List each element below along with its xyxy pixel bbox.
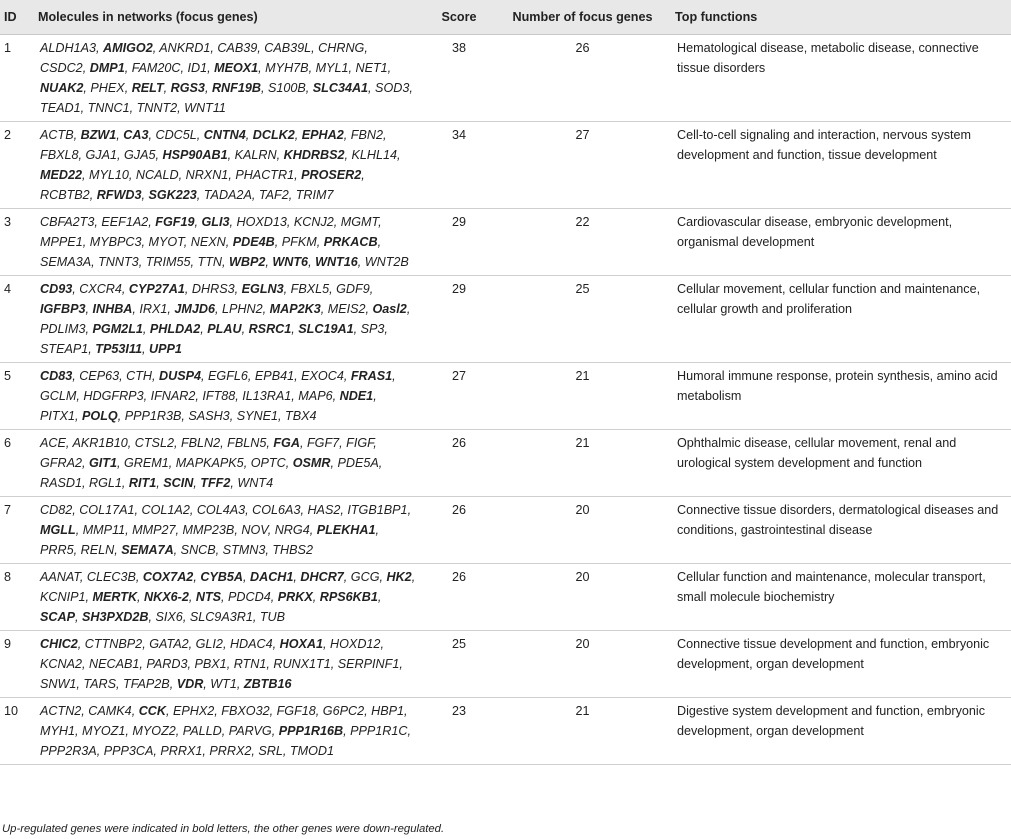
gene-down-regulated: HOXD13 bbox=[236, 215, 287, 229]
table-row bbox=[0, 122, 1011, 209]
gene-up-regulated: FGF19 bbox=[155, 215, 195, 229]
gene-down-regulated: SASH3 bbox=[188, 409, 230, 423]
focus-genes-count-cell: 27 bbox=[494, 122, 671, 209]
gene-down-regulated: CEP63 bbox=[79, 369, 120, 383]
gene-down-regulated: EPHX2 bbox=[172, 704, 215, 718]
gene-down-regulated: NOV bbox=[241, 523, 268, 537]
gene-down-regulated: CHRNG bbox=[318, 41, 365, 55]
gene-down-regulated: COL17A1 bbox=[79, 503, 135, 517]
score-cell: 25 bbox=[430, 631, 494, 698]
header-top-functions: Top functions bbox=[671, 0, 1011, 35]
gene-down-regulated: RASD1 bbox=[40, 476, 82, 490]
focus-genes-count-cell: 26 bbox=[494, 35, 671, 122]
gene-up-regulated: PHLDA2 bbox=[149, 322, 201, 336]
gene-down-regulated: THBS2 bbox=[272, 543, 313, 557]
gene-up-regulated: PPP1R16B bbox=[278, 724, 344, 738]
gene-up-regulated: EGLN3 bbox=[241, 282, 284, 296]
gene-up-regulated: RNF19B bbox=[211, 81, 261, 95]
gene-down-regulated: CBFA2T3 bbox=[40, 215, 95, 229]
gene-up-regulated: CCK bbox=[138, 704, 166, 718]
gene-up-regulated: FRAS1 bbox=[350, 369, 393, 383]
gene-up-regulated: DHCR7 bbox=[300, 570, 344, 584]
gene-down-regulated: COL4A3 bbox=[196, 503, 246, 517]
table-row bbox=[0, 631, 1011, 698]
gene-down-regulated: TNNT3 bbox=[98, 255, 139, 269]
gene-down-regulated: MMP11 bbox=[82, 523, 126, 537]
gene-down-regulated: TUB bbox=[259, 610, 286, 624]
gene-down-regulated: SNCB bbox=[180, 543, 216, 557]
gene-down-regulated: PITX1 bbox=[40, 409, 75, 423]
row-id: 7 bbox=[0, 497, 34, 564]
focus-genes-count-cell: 20 bbox=[494, 497, 671, 564]
gene-down-regulated: OPTC bbox=[250, 456, 286, 470]
gene-down-regulated: GATA2 bbox=[149, 637, 189, 651]
table-footnote: Up-regulated genes were indicated in bold letters, the other genes were down-regulated. bbox=[2, 823, 445, 835]
table-row bbox=[0, 209, 1011, 276]
top-functions-cell: Digestive system development and function, embryonic development, organ development bbox=[671, 698, 1011, 765]
gene-down-regulated: FBXO32 bbox=[221, 704, 270, 718]
gene-up-regulated: GIT1 bbox=[89, 456, 117, 470]
gene-down-regulated: PARD3 bbox=[146, 657, 188, 671]
top-functions-cell: Connective tissue development and function, embryonic development, organ development bbox=[671, 631, 1011, 698]
gene-down-regulated: FBN2 bbox=[350, 128, 383, 142]
gene-up-regulated: INHBA bbox=[92, 302, 133, 316]
gene-down-regulated: CAB39 bbox=[217, 41, 258, 55]
gene-down-regulated: TRIM55 bbox=[145, 255, 191, 269]
gene-up-regulated: CYB5A bbox=[200, 570, 244, 584]
gene-down-regulated: KCNJ2 bbox=[293, 215, 334, 229]
molecules-cell: ACTB, BZW1, CA3, CDC5L, CNTN4, DCLK2, EPHA2, FBN2, FBXL8, GJA1, GJA5, HSP90AB1, KALRN, KHDRBS2, KLHL14, MED22, MYL10, NCALD, NRXN1, PHACTR1, PROSER2, RCBTB2, RFWD3, SGK223, TADA2A, TAF2, TRIM7 bbox=[34, 122, 430, 209]
gene-down-regulated: LPHN2 bbox=[222, 302, 263, 316]
gene-down-regulated: PPP3CA bbox=[103, 744, 154, 758]
gene-down-regulated: CSDC2 bbox=[40, 61, 83, 75]
molecules-cell: CD83, CEP63, CTH, DUSP4, EGFL6, EPB41, EXOC4, FRAS1, GCLM, HDGFRP3, IFNAR2, IFT88, IL13RA1, MAP6, NDE1, PITX1, POLQ, PPP1R3B, SASH3, SYNE1, TBX4 bbox=[34, 363, 430, 430]
top-functions-cell: Cardiovascular disease, embryonic development, organismal development bbox=[671, 209, 1011, 276]
gene-down-regulated: PHEX bbox=[90, 81, 125, 95]
gene-up-regulated: RIT1 bbox=[128, 476, 157, 490]
gene-down-regulated: STMN3 bbox=[222, 543, 266, 557]
gene-up-regulated: SEMA7A bbox=[121, 543, 174, 557]
gene-down-regulated: ACTB bbox=[40, 128, 74, 142]
header-id: ID bbox=[0, 0, 34, 35]
row-id: 3 bbox=[0, 209, 34, 276]
focus-genes-count-cell: 21 bbox=[494, 363, 671, 430]
gene-down-regulated: ACTN2 bbox=[40, 704, 82, 718]
gene-down-regulated: TTN bbox=[197, 255, 222, 269]
gene-up-regulated: POLQ bbox=[82, 409, 118, 423]
gene-down-regulated: PARVG bbox=[228, 724, 272, 738]
gene-up-regulated: NUAK2 bbox=[40, 81, 84, 95]
gene-down-regulated: AKR1B10 bbox=[72, 436, 128, 450]
gene-down-regulated: PBX1 bbox=[194, 657, 227, 671]
gene-up-regulated: SLC34A1 bbox=[312, 81, 369, 95]
gene-down-regulated: SEMA3A bbox=[40, 255, 92, 269]
gene-up-regulated: PRKACB bbox=[323, 235, 378, 249]
gene-down-regulated: TADA2A bbox=[203, 188, 252, 202]
gene-up-regulated: MERTK bbox=[92, 590, 138, 604]
score-cell: 26 bbox=[430, 430, 494, 497]
gene-down-regulated: WNT2B bbox=[364, 255, 409, 269]
gene-down-regulated: SLC9A3R1 bbox=[189, 610, 253, 624]
gene-up-regulated: PROSER2 bbox=[301, 168, 362, 182]
header-number-of-focus-genes: Number of focus genes bbox=[494, 0, 671, 35]
gene-up-regulated: NDE1 bbox=[339, 389, 374, 403]
score-cell: 38 bbox=[430, 35, 494, 122]
focus-genes-count-cell: 21 bbox=[494, 430, 671, 497]
score-cell: 23 bbox=[430, 698, 494, 765]
header-molecules: Molecules in networks (focus genes) bbox=[34, 0, 430, 35]
row-id: 10 bbox=[0, 698, 34, 765]
gene-down-regulated: EXOC4 bbox=[301, 369, 344, 383]
gene-down-regulated: TNNT2 bbox=[136, 101, 178, 115]
gene-down-regulated: SERPINF1 bbox=[337, 657, 400, 671]
gene-down-regulated: CAMK4 bbox=[88, 704, 132, 718]
gene-down-regulated: IFT88 bbox=[202, 389, 236, 403]
gene-down-regulated: GLI2 bbox=[195, 637, 223, 651]
gene-down-regulated: TAF2 bbox=[258, 188, 289, 202]
score-cell: 26 bbox=[430, 564, 494, 631]
gene-down-regulated: IRX1 bbox=[139, 302, 168, 316]
row-id: 9 bbox=[0, 631, 34, 698]
gene-down-regulated: STEAP1 bbox=[40, 342, 89, 356]
gene-up-regulated: RPS6KB1 bbox=[319, 590, 378, 604]
gene-up-regulated: MEOX1 bbox=[214, 61, 259, 75]
row-id: 8 bbox=[0, 564, 34, 631]
gene-down-regulated: CTSL2 bbox=[134, 436, 174, 450]
gene-down-regulated: RELN bbox=[80, 543, 115, 557]
gene-down-regulated: GREM1 bbox=[124, 456, 169, 470]
gene-down-regulated: MYL10 bbox=[89, 168, 129, 182]
focus-genes-count-cell: 20 bbox=[494, 631, 671, 698]
gene-down-regulated: MMP23B bbox=[182, 523, 235, 537]
gene-up-regulated: RELT bbox=[131, 81, 164, 95]
table-body bbox=[0, 35, 1011, 765]
focus-genes-count-cell: 20 bbox=[494, 564, 671, 631]
gene-down-regulated: FAM20C bbox=[131, 61, 181, 75]
gene-down-regulated: MAP6 bbox=[298, 389, 333, 403]
gene-up-regulated: NTS bbox=[195, 590, 222, 604]
gene-down-regulated: KCNA2 bbox=[40, 657, 82, 671]
gene-down-regulated: MYL1 bbox=[315, 61, 349, 75]
gene-up-regulated: SGK223 bbox=[148, 188, 197, 202]
gene-down-regulated: TARS bbox=[83, 677, 117, 691]
gene-up-regulated: TFF2 bbox=[200, 476, 231, 490]
gene-up-regulated: DACH1 bbox=[250, 570, 294, 584]
gene-up-regulated: CHIC2 bbox=[40, 637, 78, 651]
focus-genes-count-cell: 25 bbox=[494, 276, 671, 363]
gene-down-regulated: KCNIP1 bbox=[40, 590, 86, 604]
gene-up-regulated: HOXA1 bbox=[279, 637, 324, 651]
gene-up-regulated: WBP2 bbox=[228, 255, 266, 269]
gene-down-regulated: NECAB1 bbox=[89, 657, 140, 671]
gene-up-regulated: CA3 bbox=[123, 128, 149, 142]
score-cell: 29 bbox=[430, 276, 494, 363]
row-id: 5 bbox=[0, 363, 34, 430]
gene-down-regulated: ACE bbox=[40, 436, 66, 450]
gene-down-regulated: SRL bbox=[258, 744, 283, 758]
molecules-cell: CD93, CXCR4, CYP27A1, DHRS3, EGLN3, FBXL5, GDF9, IGFBP3, INHBA, IRX1, JMJD6, LPHN2, MAP2K3, MEIS2, Oasl2, PDLIM3, PGM2L1, PHLDA2, PLAU, RSRC1, SLC19A1, SP3, STEAP1, TP53I11, UPP1 bbox=[34, 276, 430, 363]
gene-down-regulated: PRRX2 bbox=[209, 744, 252, 758]
score-cell: 29 bbox=[430, 209, 494, 276]
top-functions-cell: Cellular function and maintenance, molecular transport, small molecule biochemistry bbox=[671, 564, 1011, 631]
gene-down-regulated: CAB39L bbox=[264, 41, 312, 55]
gene-up-regulated: BZW1 bbox=[80, 128, 117, 142]
gene-down-regulated: TRIM7 bbox=[295, 188, 334, 202]
gene-down-regulated: COL1A2 bbox=[141, 503, 190, 517]
top-functions-cell: Humoral immune response, protein synthesis, amino acid metabolism bbox=[671, 363, 1011, 430]
gene-down-regulated: SIX6 bbox=[155, 610, 183, 624]
table-row bbox=[0, 564, 1011, 631]
table-row bbox=[0, 430, 1011, 497]
gene-up-regulated: CNTN4 bbox=[203, 128, 246, 142]
gene-down-regulated: KALRN bbox=[234, 148, 277, 162]
gene-up-regulated: JMJD6 bbox=[174, 302, 215, 316]
gene-down-regulated: MYH1 bbox=[40, 724, 75, 738]
row-id: 4 bbox=[0, 276, 34, 363]
molecules-cell: ACTN2, CAMK4, CCK, EPHX2, FBXO32, FGF18, G6PC2, HBP1, MYH1, MYOZ1, MYOZ2, PALLD, PARVG, PPP1R16B, PPP1R1C, PPP2R3A, PPP3CA, PRRX1, PRRX2, SRL, TMOD1 bbox=[34, 698, 430, 765]
top-functions-cell: Cell-to-cell signaling and interaction, nervous system development and function, tissue development bbox=[671, 122, 1011, 209]
gene-down-regulated: TFAP2B bbox=[123, 677, 170, 691]
gene-down-regulated: FBXL8 bbox=[40, 148, 79, 162]
gene-down-regulated: GCLM bbox=[40, 389, 77, 403]
gene-up-regulated: TP53I11 bbox=[95, 342, 142, 356]
gene-down-regulated: GDF9 bbox=[336, 282, 370, 296]
score-cell: 26 bbox=[430, 497, 494, 564]
gene-up-regulated: PRKX bbox=[277, 590, 313, 604]
gene-down-regulated: FBXL5 bbox=[290, 282, 330, 296]
gene-down-regulated: RUNX1T1 bbox=[273, 657, 331, 671]
gene-up-regulated: RGS3 bbox=[170, 81, 205, 95]
gene-up-regulated: VDR bbox=[176, 677, 204, 691]
gene-down-regulated: PPP2R3A bbox=[40, 744, 97, 758]
table-row bbox=[0, 698, 1011, 765]
gene-down-regulated: SYNE1 bbox=[236, 409, 279, 423]
gene-down-regulated: TMOD1 bbox=[289, 744, 334, 758]
gene-down-regulated: PRRX1 bbox=[160, 744, 203, 758]
gene-down-regulated: MYOZ1 bbox=[82, 724, 126, 738]
top-functions-cell: Hematological disease, metabolic disease, connective tissue disorders bbox=[671, 35, 1011, 122]
gene-down-regulated: PFKM bbox=[281, 235, 317, 249]
gene-up-regulated: DMP1 bbox=[89, 61, 125, 75]
gene-down-regulated: GFRA2 bbox=[40, 456, 82, 470]
gene-down-regulated: FIGF bbox=[346, 436, 374, 450]
gene-down-regulated: RTN1 bbox=[233, 657, 267, 671]
gene-down-regulated: CTTNBP2 bbox=[84, 637, 143, 651]
gene-down-regulated: AANAT bbox=[40, 570, 80, 584]
gene-up-regulated: Oasl2 bbox=[372, 302, 407, 316]
gene-down-regulated: CXCR4 bbox=[79, 282, 122, 296]
gene-down-regulated: MYBPC3 bbox=[89, 235, 142, 249]
gene-up-regulated: DCLK2 bbox=[252, 128, 295, 142]
gene-up-regulated: HSP90AB1 bbox=[162, 148, 228, 162]
gene-down-regulated: NRG4 bbox=[274, 523, 310, 537]
table-header bbox=[0, 0, 1011, 35]
gene-down-regulated: PPP1R1C bbox=[350, 724, 408, 738]
gene-down-regulated: CLEC3B bbox=[86, 570, 136, 584]
molecules-cell: AANAT, CLEC3B, COX7A2, CYB5A, DACH1, DHCR7, GCG, HK2, KCNIP1, MERTK, NKX6-2, NTS, PDCD4, PRKX, RPS6KB1, SCAP, SH3PXD2B, SIX6, SLC9A3R1, TUB bbox=[34, 564, 430, 631]
gene-down-regulated: TNNC1 bbox=[87, 101, 130, 115]
gene-up-regulated: AMIGO2 bbox=[103, 41, 153, 55]
row-id: 6 bbox=[0, 430, 34, 497]
gene-down-regulated: FBLN2 bbox=[180, 436, 221, 450]
gene-up-regulated: COX7A2 bbox=[142, 570, 194, 584]
table-row bbox=[0, 363, 1011, 430]
gene-down-regulated: HAS2 bbox=[307, 503, 341, 517]
gene-up-regulated: KHDRBS2 bbox=[283, 148, 345, 162]
gene-down-regulated: FGF7 bbox=[306, 436, 340, 450]
gene-down-regulated: DHRS3 bbox=[191, 282, 235, 296]
gene-up-regulated: OSMR bbox=[292, 456, 331, 470]
gene-down-regulated: GCG bbox=[350, 570, 380, 584]
gene-up-regulated: PDE4B bbox=[232, 235, 275, 249]
gene-down-regulated: CDC5L bbox=[155, 128, 197, 142]
gene-down-regulated: ALDH1A3 bbox=[40, 41, 97, 55]
gene-up-regulated: FGA bbox=[273, 436, 300, 450]
gene-down-regulated: FBLN5 bbox=[227, 436, 267, 450]
gene-down-regulated: KLHL14 bbox=[351, 148, 398, 162]
gene-down-regulated: PHACTR1 bbox=[235, 168, 295, 182]
gene-up-regulated: CD83 bbox=[40, 369, 73, 383]
molecules-cell: CHIC2, CTTNBP2, GATA2, GLI2, HDAC4, HOXA1, HOXD12, KCNA2, NECAB1, PARD3, PBX1, RTN1, RUNX1T1, SERPINF1, SNW1, TARS, TFAP2B, VDR, WT1, ZBTB16 bbox=[34, 631, 430, 698]
gene-down-regulated: HDAC4 bbox=[229, 637, 273, 651]
gene-down-regulated: PDLIM3 bbox=[40, 322, 86, 336]
row-id: 1 bbox=[0, 35, 34, 122]
gene-down-regulated: TEAD1 bbox=[40, 101, 81, 115]
focus-genes-count-cell: 22 bbox=[494, 209, 671, 276]
gene-up-regulated: WNT6 bbox=[272, 255, 309, 269]
gene-down-regulated: WNT4 bbox=[237, 476, 274, 490]
gene-down-regulated: NET1 bbox=[355, 61, 388, 75]
score-cell: 34 bbox=[430, 122, 494, 209]
gene-up-regulated: GLI3 bbox=[201, 215, 230, 229]
gene-down-regulated: GJA5 bbox=[124, 148, 156, 162]
gene-down-regulated: CD82 bbox=[40, 503, 73, 517]
gene-down-regulated: FGF18 bbox=[276, 704, 316, 718]
gene-down-regulated: EGFL6 bbox=[208, 369, 248, 383]
gene-up-regulated: MGLL bbox=[40, 523, 76, 537]
gene-down-regulated: GJA1 bbox=[85, 148, 118, 162]
score-cell: 27 bbox=[430, 363, 494, 430]
gene-up-regulated: DUSP4 bbox=[159, 369, 201, 383]
focus-genes-count-cell: 21 bbox=[494, 698, 671, 765]
gene-down-regulated: SP3 bbox=[360, 322, 385, 336]
gene-down-regulated: PDE5A bbox=[337, 456, 379, 470]
gene-down-regulated: HBP1 bbox=[371, 704, 405, 718]
gene-up-regulated: HK2 bbox=[386, 570, 412, 584]
gene-up-regulated: NKX6-2 bbox=[144, 590, 189, 604]
gene-down-regulated: SNW1 bbox=[40, 677, 77, 691]
gene-up-regulated: SH3PXD2B bbox=[82, 610, 149, 624]
top-functions-cell: Connective tissue disorders, dermatological diseases and conditions, gastrointestinal disease bbox=[671, 497, 1011, 564]
gene-down-regulated: S100B bbox=[267, 81, 306, 95]
gene-down-regulated: IL13RA1 bbox=[242, 389, 292, 403]
gene-down-regulated: PPP1R3B bbox=[124, 409, 182, 423]
gene-down-regulated: HDGFRP3 bbox=[83, 389, 144, 403]
gene-up-regulated: WNT16 bbox=[315, 255, 358, 269]
gene-up-regulated: SCAP bbox=[40, 610, 75, 624]
gene-down-regulated: WNT11 bbox=[184, 101, 226, 115]
gene-down-regulated: MEIS2 bbox=[327, 302, 366, 316]
molecules-cell: ALDH1A3, AMIGO2, ANKRD1, CAB39, CAB39L, CHRNG, CSDC2, DMP1, FAM20C, ID1, MEOX1, MYH7B, MYL1, NET1, NUAK2, PHEX, RELT, RGS3, RNF19B, S100B, SLC34A1, SOD3, TEAD1, TNNC1, TNNT2, WNT11 bbox=[34, 35, 430, 122]
gene-up-regulated: MAP2K3 bbox=[269, 302, 321, 316]
gene-down-regulated: ITGB1BP1 bbox=[347, 503, 408, 517]
gene-up-regulated: RFWD3 bbox=[96, 188, 142, 202]
gene-up-regulated: SLC19A1 bbox=[298, 322, 354, 336]
header-row bbox=[0, 0, 1011, 35]
gene-down-regulated: ANKRD1 bbox=[159, 41, 211, 55]
gene-down-regulated: MMP27 bbox=[132, 523, 176, 537]
gene-down-regulated: PDCD4 bbox=[228, 590, 271, 604]
gene-down-regulated: MYH7B bbox=[265, 61, 309, 75]
gene-down-regulated: EPB41 bbox=[254, 369, 295, 383]
molecules-cell: CBFA2T3, EEF1A2, FGF19, GLI3, HOXD13, KCNJ2, MGMT, MPPE1, MYBPC3, MYOT, NEXN, PDE4B, PFKM, PRKACB, SEMA3A, TNNT3, TRIM55, TTN, WBP2, WNT6, WNT16, WNT2B bbox=[34, 209, 430, 276]
gene-down-regulated: MYOT bbox=[148, 235, 184, 249]
gene-down-regulated: HOXD12 bbox=[330, 637, 381, 651]
row-id: 2 bbox=[0, 122, 34, 209]
gene-up-regulated: UPP1 bbox=[148, 342, 182, 356]
gene-up-regulated: PGM2L1 bbox=[92, 322, 143, 336]
gene-down-regulated: RGL1 bbox=[89, 476, 122, 490]
gene-up-regulated: MED22 bbox=[40, 168, 82, 182]
gene-down-regulated: SOD3 bbox=[375, 81, 410, 95]
gene-up-regulated: CYP27A1 bbox=[128, 282, 185, 296]
gene-down-regulated: NEXN bbox=[190, 235, 226, 249]
gene-up-regulated: PLEKHA1 bbox=[316, 523, 376, 537]
gene-down-regulated: MAPKAPK5 bbox=[175, 456, 244, 470]
gene-down-regulated: G6PC2 bbox=[322, 704, 365, 718]
gene-down-regulated: PRR5 bbox=[40, 543, 74, 557]
gene-up-regulated: ZBTB16 bbox=[243, 677, 292, 691]
gene-down-regulated: WT1 bbox=[210, 677, 237, 691]
gene-up-regulated: RSRC1 bbox=[248, 322, 292, 336]
gene-up-regulated: SCIN bbox=[163, 476, 194, 490]
gene-down-regulated: MGMT bbox=[340, 215, 379, 229]
gene-down-regulated: RCBTB2 bbox=[40, 188, 90, 202]
gene-down-regulated: MYOZ2 bbox=[132, 724, 176, 738]
gene-down-regulated: ID1 bbox=[187, 61, 208, 75]
gene-down-regulated: NRXN1 bbox=[185, 168, 229, 182]
gene-up-regulated: IGFBP3 bbox=[40, 302, 86, 316]
gene-up-regulated: CD93 bbox=[40, 282, 73, 296]
gene-down-regulated: IFNAR2 bbox=[150, 389, 196, 403]
molecules-cell: CD82, COL17A1, COL1A2, COL4A3, COL6A3, HAS2, ITGB1BP1, MGLL, MMP11, MMP27, MMP23B, NOV, NRG4, PLEKHA1, PRR5, RELN, SEMA7A, SNCB, STMN3, THBS2 bbox=[34, 497, 430, 564]
table-row bbox=[0, 497, 1011, 564]
gene-down-regulated: PALLD bbox=[182, 724, 222, 738]
header-score: Score bbox=[430, 0, 494, 35]
gene-down-regulated: MPPE1 bbox=[40, 235, 83, 249]
gene-down-regulated: NCALD bbox=[135, 168, 179, 182]
gene-down-regulated: CTH bbox=[126, 369, 152, 383]
top-functions-cell: Ophthalmic disease, cellular movement, renal and urological system development and function bbox=[671, 430, 1011, 497]
gene-down-regulated: TBX4 bbox=[285, 409, 317, 423]
gene-down-regulated: EEF1A2 bbox=[101, 215, 149, 229]
table-row bbox=[0, 35, 1011, 122]
gene-down-regulated: COL6A3 bbox=[252, 503, 301, 517]
gene-up-regulated: PLAU bbox=[207, 322, 242, 336]
table-row bbox=[0, 276, 1011, 363]
gene-up-regulated: EPHA2 bbox=[301, 128, 344, 142]
molecules-cell: ACE, AKR1B10, CTSL2, FBLN2, FBLN5, FGA, FGF7, FIGF, GFRA2, GIT1, GREM1, MAPKAPK5, OPTC, OSMR, PDE5A, RASD1, RGL1, RIT1, SCIN, TFF2, WNT4 bbox=[34, 430, 430, 497]
top-functions-cell: Cellular movement, cellular function and maintenance, cellular growth and proliferation bbox=[671, 276, 1011, 363]
